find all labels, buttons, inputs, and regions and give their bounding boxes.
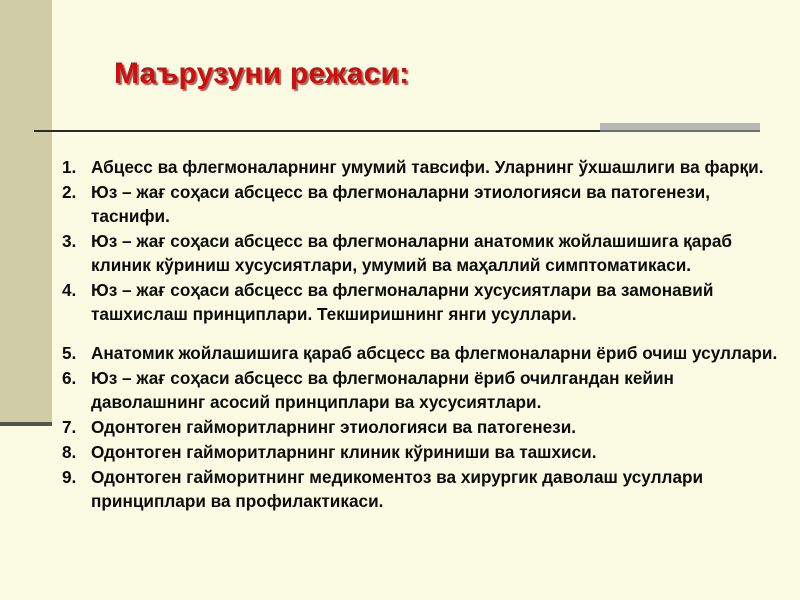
list-item: [0, 180, 800, 228]
list-item-number: 4.: [62, 280, 77, 300]
list-item-number: 1.: [62, 157, 77, 177]
list-item-text: Юз – жағ соҳаси абсцесс ва флегмоналарни ёриб очилгандан кейин даволашнинг асосий принциплари ва хусусиятлари.: [91, 368, 674, 412]
list-item-number: 8.: [62, 442, 77, 462]
list-item-number: 6.: [62, 368, 77, 388]
list-item-number: 5.: [62, 343, 77, 363]
list-item: [0, 366, 800, 414]
list-item-number: 3.: [62, 231, 77, 251]
list-item: [0, 229, 800, 277]
lecture-plan-list: [0, 155, 800, 514]
list-item: [0, 415, 800, 439]
list-item-text: Юз – жағ соҳаси абсцесс ва флегмоналарни хусусиятлари ва замонавий ташхислаш принциплари. Текширишнинг янги усуллари.: [91, 280, 714, 324]
list-item-text: Анатомик жойлашишига қараб абсцесс ва флегмоналарни ёриб очиш усуллари.: [91, 343, 778, 363]
list-item-text: Абцесс ва флегмоналарнинг умумий тавсифи. Уларнинг ўхшашлиги ва фарқи.: [91, 157, 764, 177]
title-divider-accent-edge: [600, 130, 760, 132]
list-item: [0, 440, 800, 464]
list-item-text: Одонтоген гайморитларнинг этиологияси ва патогенези.: [91, 417, 577, 437]
list-item-text: Юз – жағ соҳаси абсцесс ва флегмоналарни анатомик жойлашишига қараб клиник кўриниш хусусиятлари, умумий ва маҳаллий симптоматикаси.: [91, 231, 732, 275]
list-item-number: 9.: [62, 467, 77, 487]
list-item: [0, 341, 800, 365]
list-item: [0, 465, 800, 513]
list-item-number: 7.: [62, 417, 77, 437]
list-item-text: Юз – жағ соҳаси абсцесс ва флегмоналарни этиологияси ва патогенези, таснифи.: [91, 182, 710, 226]
list-item-text: Одонтоген гайморитларнинг клиник кўриниши ва ташхиси.: [91, 442, 597, 462]
slide-title: Маърузуни режаси:: [114, 57, 410, 90]
list-item-text: Одонтоген гайморитнинг медикоментоз ва хирургик даволаш усуллари принциплари ва профилактикаси.: [91, 467, 704, 511]
list-item-number: 2.: [62, 182, 77, 202]
list-item: [0, 155, 800, 179]
list-item: [0, 278, 800, 326]
